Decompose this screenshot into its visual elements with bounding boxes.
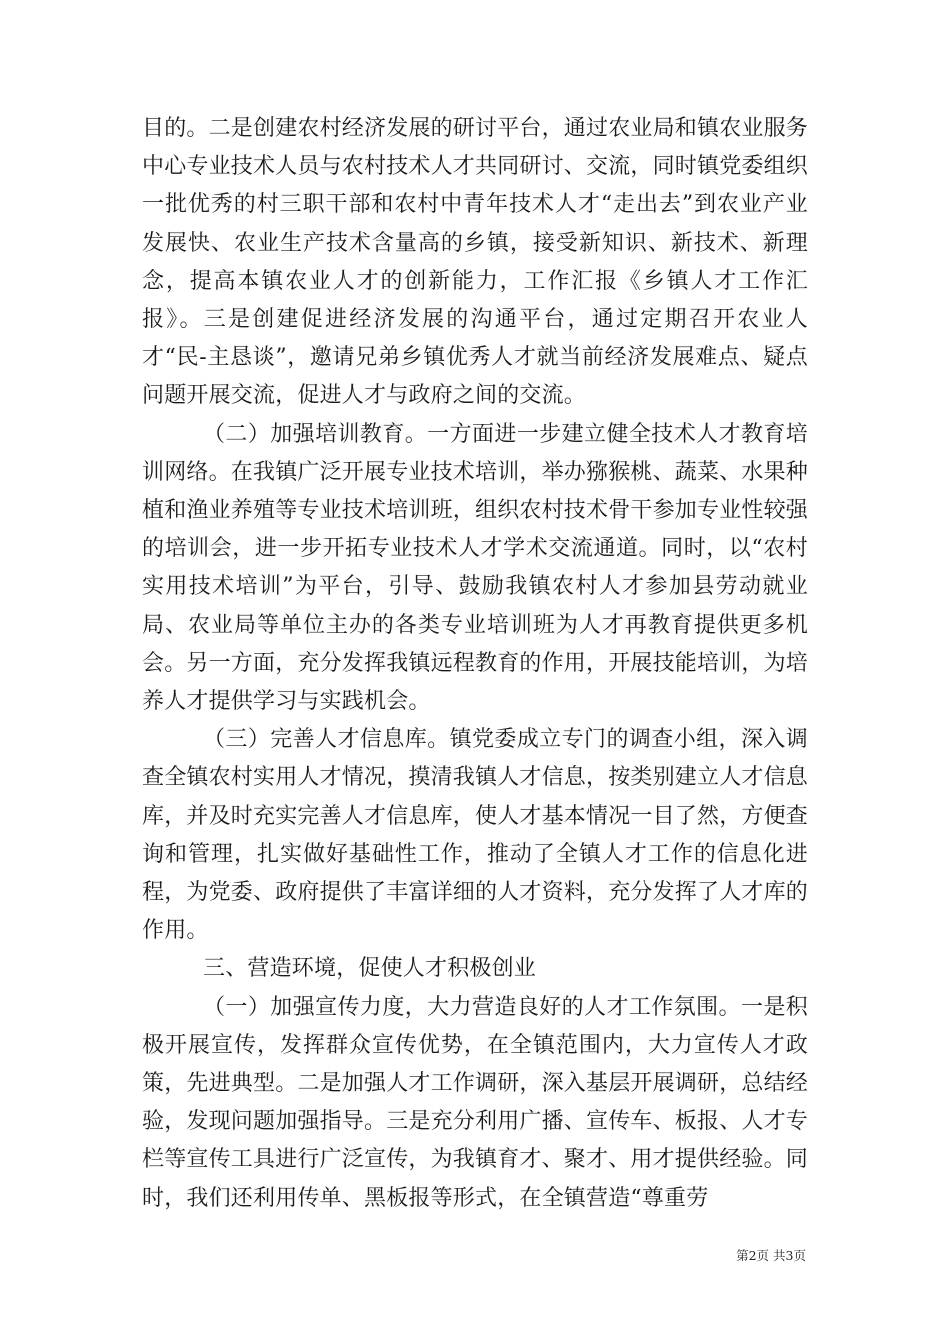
page-number-footer [736,1248,806,1264]
paragraph-talent-database: （三）完善人才信息库。镇党委成立专门的调查小组，深入调查全镇农村实用人才情况，摸清我镇人才信息，按类别建立人才信息库，并及时充实完善人才信息库，使人才基本情况一目了然，方便查询和管理，扎实做好基础性工作，推动了全镇人才工作的信息化进程，为党委、政府提供了丰富详细的人才资料，充分发挥了人才库的作用。 [142,727,809,944]
page-prefix: 第 [736,1248,749,1263]
current-page-number: 2 [748,1248,757,1263]
document-body [142,110,808,1218]
section-heading-environment: 三、营造环境，促使人才积极创业 [203,956,537,982]
page-suffix: 页 [793,1248,806,1263]
page-mid: 页 共 [756,1248,786,1263]
paragraph-continuation: 目的。二是创建农村经济发展的研讨平台，通过农业局和镇农业服务中心专业技术人员与农村技术人才共同研讨、交流，同时镇党委组织一批优秀的村三职干部和农村中青年技术人才“走出去”到农业产业发展快、农业生产技术含量高的乡镇，接受新知识、新技术、新理念，提高本镇农业人才的创新能力，工作汇报《乡镇人才工作汇报》。三是创建促进经济发展的沟通平台，通过定期召开农业人才“民-主恳谈”，邀请兄弟乡镇优秀人才就当前经济发展难点、疑点问题开展交流，促进人才与政府之间的交流。 [142,116,809,409]
paragraph-training-education: （二）加强培训教育。一方面进一步建立健全技术人才教育培训网络。在我镇广泛开展专业技术培训，举办猕猴桃、蔬菜、水果种植和渔业养殖等专业技术培训班，组织农村技术骨干参加专业性较强的培训会，进一步开拓专业技术人才学术交流通道。同时，以“农村实用技术培训”为平台，引导、鼓励我镇农村人才参加县劳动就业局、农业局等单位主办的各类专业培训班为人才再教育提供更多机会。另一方面，充分发挥我镇远程教育的作用，开展技能培训，为培养人才提供学习与实践机会。 [142,421,809,715]
total-pages-number: 3 [785,1248,794,1263]
paragraph-publicity: （一）加强宣传力度，大力营造良好的人才工作氛围。一是积极开展宣传，发挥群众宣传优势，在全镇范围内，大力宣传人才政策，先进典型。二是加强人才工作调研，深入基层开展调研，总结经验，发现问题加强指导。三是充分利用广播、宣传车、板报、人才专栏等宣传工具进行广泛宣传，为我镇育才、聚才、用才提供经验。同时，我们还利用传单、黑板报等形式，在全镇营造“尊重劳 [142,994,809,1211]
